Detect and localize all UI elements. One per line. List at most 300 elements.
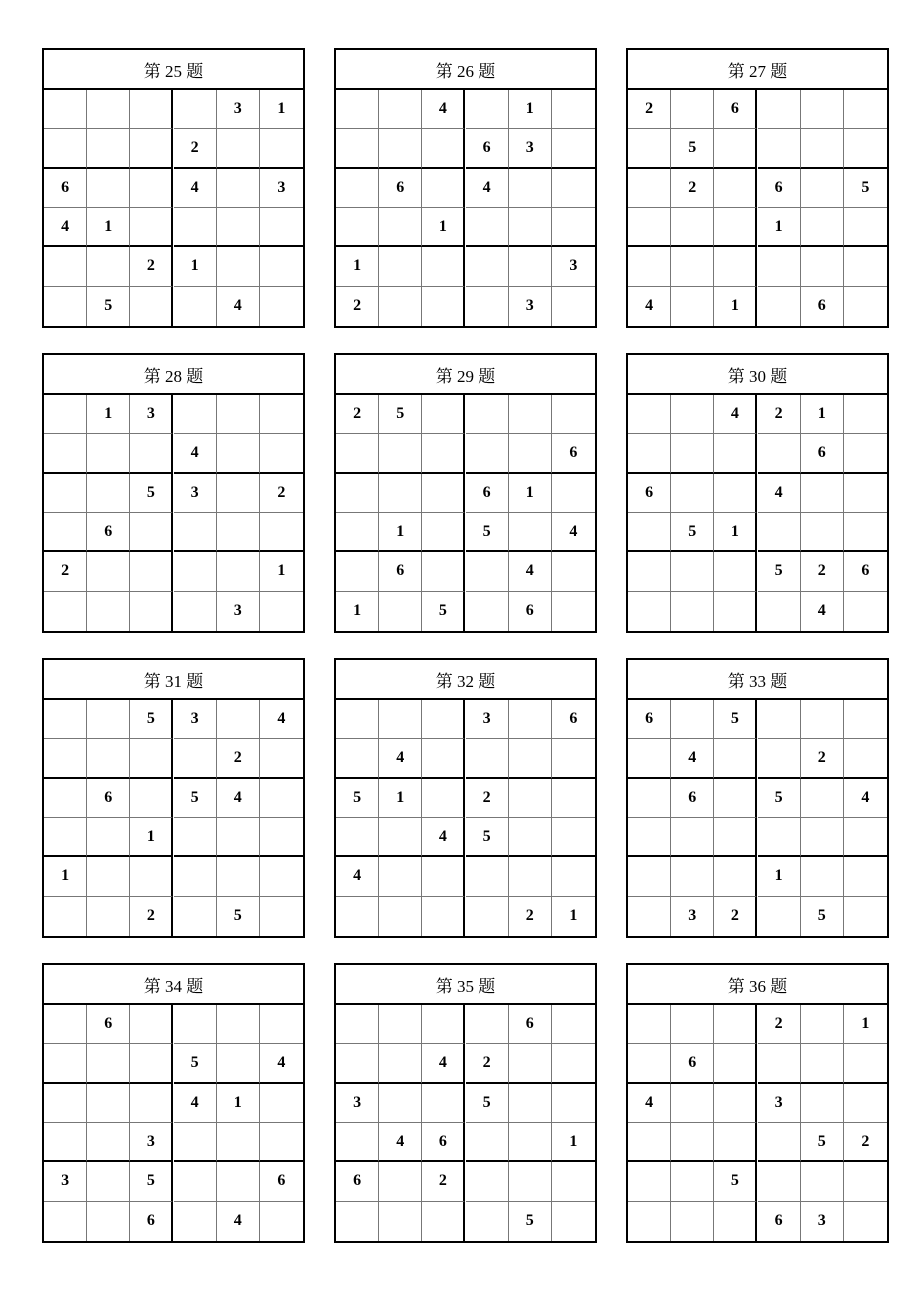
sudoku-cell xyxy=(801,818,844,857)
sudoku-cell: 3 xyxy=(174,474,217,513)
sudoku-cell xyxy=(260,1005,303,1044)
puzzle-title: 第 35 题 xyxy=(336,965,595,1005)
sudoku-cell: 5 xyxy=(130,700,173,739)
sudoku-cell xyxy=(509,247,552,286)
sudoku-board xyxy=(336,700,595,936)
sudoku-cell: 3 xyxy=(801,1202,844,1241)
sudoku-cell xyxy=(758,513,801,552)
sudoku-cell xyxy=(801,474,844,513)
sudoku-cell xyxy=(714,129,757,168)
sudoku-cell xyxy=(422,779,465,818)
sudoku-cell xyxy=(336,208,379,247)
sudoku-cell xyxy=(260,247,303,286)
sudoku-cell xyxy=(44,897,87,936)
sudoku-cell xyxy=(217,395,260,434)
sudoku-cell xyxy=(628,552,671,591)
sudoku-cell xyxy=(217,818,260,857)
sudoku-cell xyxy=(44,395,87,434)
sudoku-cell xyxy=(174,1005,217,1044)
sudoku-puzzle xyxy=(42,658,305,938)
sudoku-cell xyxy=(260,739,303,778)
sudoku-cell xyxy=(628,1162,671,1201)
sudoku-cell xyxy=(628,247,671,286)
sudoku-cell xyxy=(466,1123,509,1162)
sudoku-cell: 3 xyxy=(130,395,173,434)
sudoku-puzzle xyxy=(42,353,305,633)
sudoku-cell: 5 xyxy=(801,897,844,936)
sudoku-cell: 2 xyxy=(44,552,87,591)
sudoku-cell xyxy=(758,592,801,631)
sudoku-cell xyxy=(844,739,887,778)
sudoku-cell xyxy=(260,513,303,552)
sudoku-cell: 4 xyxy=(628,1084,671,1123)
sudoku-cell xyxy=(130,287,173,326)
sudoku-cell: 1 xyxy=(87,395,130,434)
sudoku-cell xyxy=(379,1162,422,1201)
sudoku-cell xyxy=(671,247,714,286)
sudoku-cell xyxy=(844,434,887,473)
sudoku-cell xyxy=(217,208,260,247)
sudoku-cell: 5 xyxy=(714,700,757,739)
sudoku-cell xyxy=(801,90,844,129)
sudoku-puzzle xyxy=(334,963,597,1243)
sudoku-cell xyxy=(844,395,887,434)
sudoku-cell: 3 xyxy=(217,90,260,129)
sudoku-board xyxy=(628,700,887,936)
sudoku-cell xyxy=(87,818,130,857)
puzzle-title: 第 25 题 xyxy=(44,50,303,90)
sudoku-board xyxy=(336,1005,595,1241)
sudoku-cell xyxy=(130,1005,173,1044)
puzzle-title: 第 28 题 xyxy=(44,355,303,395)
sudoku-cell xyxy=(174,1123,217,1162)
sudoku-cell xyxy=(44,700,87,739)
sudoku-cell: 4 xyxy=(714,395,757,434)
sudoku-cell xyxy=(336,1123,379,1162)
sudoku-puzzle xyxy=(626,48,889,328)
sudoku-cell: 2 xyxy=(174,129,217,168)
sudoku-cell xyxy=(217,857,260,896)
sudoku-cell xyxy=(44,1005,87,1044)
sudoku-cell: 6 xyxy=(758,1202,801,1241)
sudoku-cell: 1 xyxy=(379,513,422,552)
sudoku-cell xyxy=(758,897,801,936)
sudoku-cell: 2 xyxy=(714,897,757,936)
sudoku-cell xyxy=(130,129,173,168)
sudoku-cell: 3 xyxy=(466,700,509,739)
sudoku-cell xyxy=(509,1084,552,1123)
sudoku-cell xyxy=(422,552,465,591)
sudoku-cell xyxy=(87,592,130,631)
sudoku-cell: 4 xyxy=(422,818,465,857)
sudoku-cell: 4 xyxy=(336,857,379,896)
sudoku-cell xyxy=(422,700,465,739)
sudoku-cell: 6 xyxy=(671,1044,714,1083)
sudoku-cell xyxy=(758,1044,801,1083)
sudoku-cell: 1 xyxy=(552,1123,595,1162)
sudoku-cell: 5 xyxy=(217,897,260,936)
sudoku-cell xyxy=(801,247,844,286)
sudoku-cell xyxy=(87,169,130,208)
sudoku-cell: 3 xyxy=(174,700,217,739)
sudoku-cell xyxy=(336,1044,379,1083)
sudoku-cell xyxy=(628,779,671,818)
sudoku-cell: 6 xyxy=(801,434,844,473)
sudoku-cell xyxy=(466,1005,509,1044)
sudoku-cell: 1 xyxy=(44,857,87,896)
sudoku-cell xyxy=(801,857,844,896)
sudoku-cell xyxy=(260,779,303,818)
sudoku-cell xyxy=(130,552,173,591)
sudoku-cell: 4 xyxy=(217,1202,260,1241)
sudoku-cell: 4 xyxy=(174,434,217,473)
sudoku-board xyxy=(44,90,303,326)
sudoku-cell xyxy=(87,739,130,778)
sudoku-cell xyxy=(130,513,173,552)
sudoku-cell xyxy=(509,779,552,818)
sudoku-cell xyxy=(174,739,217,778)
sudoku-cell xyxy=(552,1044,595,1083)
sudoku-cell xyxy=(336,434,379,473)
sudoku-cell xyxy=(44,474,87,513)
sudoku-cell xyxy=(671,208,714,247)
sudoku-cell xyxy=(336,129,379,168)
sudoku-cell xyxy=(422,1005,465,1044)
sudoku-cell xyxy=(130,434,173,473)
sudoku-cell xyxy=(628,513,671,552)
sudoku-cell xyxy=(714,1044,757,1083)
sudoku-cell: 6 xyxy=(466,474,509,513)
sudoku-cell xyxy=(628,1005,671,1044)
sudoku-cell: 2 xyxy=(628,90,671,129)
sudoku-cell xyxy=(509,513,552,552)
sudoku-cell xyxy=(552,287,595,326)
sudoku-puzzle xyxy=(42,48,305,328)
sudoku-cell: 2 xyxy=(844,1123,887,1162)
sudoku-cell xyxy=(844,1044,887,1083)
sudoku-cell xyxy=(174,90,217,129)
sudoku-cell: 6 xyxy=(509,592,552,631)
sudoku-cell xyxy=(844,129,887,168)
sudoku-cell xyxy=(44,513,87,552)
sudoku-cell xyxy=(87,1123,130,1162)
sudoku-cell: 5 xyxy=(758,779,801,818)
sudoku-cell: 4 xyxy=(174,1084,217,1123)
sudoku-cell: 5 xyxy=(130,474,173,513)
sudoku-cell xyxy=(509,434,552,473)
sudoku-cell: 6 xyxy=(87,1005,130,1044)
sudoku-cell xyxy=(217,1005,260,1044)
sudoku-cell xyxy=(552,395,595,434)
sudoku-cell: 4 xyxy=(422,90,465,129)
sudoku-cell: 4 xyxy=(844,779,887,818)
sudoku-cell xyxy=(552,779,595,818)
sudoku-cell xyxy=(174,287,217,326)
sudoku-cell: 5 xyxy=(379,395,422,434)
sudoku-cell: 6 xyxy=(130,1202,173,1241)
sudoku-cell xyxy=(714,1084,757,1123)
sudoku-cell: 6 xyxy=(336,1162,379,1201)
sudoku-cell: 4 xyxy=(801,592,844,631)
sudoku-cell xyxy=(466,1202,509,1241)
sudoku-cell xyxy=(130,169,173,208)
sudoku-cell: 1 xyxy=(509,474,552,513)
sudoku-cell: 4 xyxy=(217,287,260,326)
sudoku-cell xyxy=(552,169,595,208)
sudoku-cell xyxy=(509,700,552,739)
sudoku-cell xyxy=(422,395,465,434)
sudoku-cell xyxy=(87,1044,130,1083)
sudoku-cell xyxy=(44,434,87,473)
sudoku-cell: 5 xyxy=(130,1162,173,1201)
sudoku-cell xyxy=(422,1084,465,1123)
sudoku-cell xyxy=(801,513,844,552)
sudoku-cell xyxy=(379,592,422,631)
sudoku-cell xyxy=(714,247,757,286)
sudoku-cell xyxy=(379,897,422,936)
sudoku-cell: 1 xyxy=(714,287,757,326)
sudoku-cell xyxy=(422,513,465,552)
sudoku-cell: 2 xyxy=(260,474,303,513)
sudoku-board xyxy=(44,1005,303,1241)
sudoku-cell xyxy=(336,739,379,778)
sudoku-cell: 6 xyxy=(628,700,671,739)
sudoku-cell: 4 xyxy=(509,552,552,591)
sudoku-board xyxy=(628,90,887,326)
sudoku-cell xyxy=(336,1005,379,1044)
sudoku-cell xyxy=(379,287,422,326)
sudoku-cell xyxy=(260,287,303,326)
sudoku-cell xyxy=(466,857,509,896)
sudoku-cell: 1 xyxy=(714,513,757,552)
sudoku-cell: 4 xyxy=(44,208,87,247)
sudoku-board xyxy=(336,90,595,326)
sudoku-cell xyxy=(801,1005,844,1044)
sudoku-cell: 6 xyxy=(422,1123,465,1162)
sudoku-cell xyxy=(336,90,379,129)
sudoku-cell xyxy=(87,1084,130,1123)
sudoku-board xyxy=(336,395,595,631)
sudoku-cell: 3 xyxy=(509,287,552,326)
sudoku-cell: 4 xyxy=(552,513,595,552)
sudoku-cell xyxy=(758,434,801,473)
sudoku-cell xyxy=(844,287,887,326)
sudoku-cell xyxy=(552,1202,595,1241)
sudoku-cell xyxy=(44,1044,87,1083)
sudoku-cell: 2 xyxy=(671,169,714,208)
sudoku-puzzle xyxy=(334,353,597,633)
sudoku-puzzle xyxy=(42,963,305,1243)
sudoku-cell: 6 xyxy=(509,1005,552,1044)
sudoku-cell xyxy=(466,552,509,591)
sudoku-cell xyxy=(758,247,801,286)
sudoku-cell xyxy=(44,129,87,168)
sudoku-cell xyxy=(174,592,217,631)
sudoku-cell xyxy=(714,739,757,778)
sudoku-cell xyxy=(801,779,844,818)
sudoku-cell: 5 xyxy=(174,1044,217,1083)
sudoku-cell xyxy=(552,552,595,591)
sudoku-cell xyxy=(758,818,801,857)
sudoku-cell xyxy=(466,90,509,129)
sudoku-cell xyxy=(844,247,887,286)
sudoku-cell xyxy=(422,247,465,286)
sudoku-cell xyxy=(714,552,757,591)
sudoku-cell xyxy=(336,1202,379,1241)
sudoku-cell xyxy=(379,857,422,896)
sudoku-cell: 5 xyxy=(801,1123,844,1162)
sudoku-cell xyxy=(671,395,714,434)
sudoku-cell: 5 xyxy=(758,552,801,591)
sudoku-cell xyxy=(801,1044,844,1083)
puzzle-title: 第 26 题 xyxy=(336,50,595,90)
sudoku-cell xyxy=(87,434,130,473)
sudoku-cell: 5 xyxy=(509,1202,552,1241)
sudoku-cell xyxy=(801,700,844,739)
sudoku-cell: 1 xyxy=(130,818,173,857)
sudoku-cell xyxy=(671,1005,714,1044)
sudoku-cell xyxy=(422,897,465,936)
sudoku-cell xyxy=(758,1162,801,1201)
sudoku-cell: 1 xyxy=(422,208,465,247)
sudoku-cell xyxy=(509,857,552,896)
sudoku-cell xyxy=(628,169,671,208)
sudoku-cell xyxy=(552,857,595,896)
sudoku-cell: 2 xyxy=(466,779,509,818)
sudoku-cell xyxy=(44,90,87,129)
sudoku-cell xyxy=(260,129,303,168)
sudoku-cell: 3 xyxy=(260,169,303,208)
sudoku-cell: 6 xyxy=(714,90,757,129)
sudoku-cell xyxy=(714,1123,757,1162)
sudoku-cell xyxy=(422,474,465,513)
sudoku-cell xyxy=(714,474,757,513)
sudoku-cell: 6 xyxy=(671,779,714,818)
puzzle-title: 第 27 题 xyxy=(628,50,887,90)
sudoku-cell xyxy=(379,247,422,286)
sudoku-cell: 2 xyxy=(758,1005,801,1044)
sudoku-cell xyxy=(844,592,887,631)
sudoku-cell xyxy=(422,287,465,326)
sudoku-cell xyxy=(628,208,671,247)
sudoku-cell: 4 xyxy=(422,1044,465,1083)
sudoku-cell xyxy=(130,1084,173,1123)
sudoku-cell xyxy=(174,1202,217,1241)
sudoku-cell xyxy=(44,779,87,818)
sudoku-cell xyxy=(217,552,260,591)
sudoku-cell: 6 xyxy=(801,287,844,326)
sudoku-cell xyxy=(671,1123,714,1162)
sudoku-cell xyxy=(801,208,844,247)
sudoku-cell xyxy=(174,395,217,434)
sudoku-cell xyxy=(801,1162,844,1201)
sudoku-cell xyxy=(260,857,303,896)
sudoku-board xyxy=(628,1005,887,1241)
sudoku-cell: 1 xyxy=(217,1084,260,1123)
sudoku-cell xyxy=(87,552,130,591)
sudoku-cell: 1 xyxy=(260,90,303,129)
sudoku-cell xyxy=(87,1162,130,1201)
sudoku-cell xyxy=(628,857,671,896)
sudoku-board xyxy=(628,395,887,631)
sudoku-cell: 3 xyxy=(671,897,714,936)
sudoku-cell: 3 xyxy=(758,1084,801,1123)
sudoku-cell xyxy=(174,897,217,936)
sudoku-cell: 5 xyxy=(466,513,509,552)
sudoku-cell xyxy=(671,1202,714,1241)
sudoku-cell xyxy=(844,208,887,247)
sudoku-cell: 1 xyxy=(509,90,552,129)
sudoku-puzzle xyxy=(626,963,889,1243)
sudoku-cell xyxy=(552,592,595,631)
sudoku-cell xyxy=(44,1202,87,1241)
puzzle-title: 第 30 题 xyxy=(628,355,887,395)
sudoku-cell xyxy=(714,818,757,857)
sudoku-cell xyxy=(714,434,757,473)
sudoku-cell xyxy=(217,474,260,513)
sudoku-puzzle xyxy=(334,48,597,328)
sudoku-cell xyxy=(844,90,887,129)
sudoku-cell: 5 xyxy=(671,513,714,552)
sudoku-puzzle xyxy=(626,353,889,633)
sudoku-cell xyxy=(628,818,671,857)
sudoku-cell: 6 xyxy=(379,552,422,591)
sudoku-cell xyxy=(422,129,465,168)
sudoku-cell xyxy=(671,818,714,857)
sudoku-cell xyxy=(379,1044,422,1083)
sudoku-cell xyxy=(628,395,671,434)
sudoku-cell xyxy=(552,90,595,129)
sudoku-cell xyxy=(379,1005,422,1044)
sudoku-cell: 6 xyxy=(844,552,887,591)
sudoku-cell xyxy=(844,1162,887,1201)
sudoku-cell: 5 xyxy=(466,818,509,857)
sudoku-cell xyxy=(714,169,757,208)
sudoku-cell: 3 xyxy=(130,1123,173,1162)
sudoku-cell: 2 xyxy=(758,395,801,434)
sudoku-cell xyxy=(671,552,714,591)
sudoku-cell xyxy=(130,857,173,896)
sudoku-cell: 3 xyxy=(217,592,260,631)
sudoku-cell xyxy=(758,700,801,739)
sudoku-cell xyxy=(336,169,379,208)
sudoku-cell xyxy=(174,513,217,552)
puzzle-title: 第 31 题 xyxy=(44,660,303,700)
sudoku-cell xyxy=(628,1044,671,1083)
sudoku-cell xyxy=(844,818,887,857)
sudoku-cell xyxy=(379,208,422,247)
sudoku-cell xyxy=(87,897,130,936)
sudoku-cell xyxy=(844,700,887,739)
sudoku-cell xyxy=(671,1162,714,1201)
sudoku-cell xyxy=(379,1084,422,1123)
sudoku-cell: 6 xyxy=(260,1162,303,1201)
sudoku-cell xyxy=(260,208,303,247)
sudoku-cell: 5 xyxy=(466,1084,509,1123)
sudoku-cell: 6 xyxy=(379,169,422,208)
sudoku-cell xyxy=(217,247,260,286)
sudoku-cell: 6 xyxy=(466,129,509,168)
sudoku-cell xyxy=(260,1202,303,1241)
sudoku-cell xyxy=(714,779,757,818)
sudoku-cell xyxy=(87,247,130,286)
sudoku-cell xyxy=(422,739,465,778)
sudoku-cell xyxy=(87,90,130,129)
sudoku-cell xyxy=(260,1123,303,1162)
sudoku-cell xyxy=(628,739,671,778)
sudoku-cell xyxy=(758,739,801,778)
sudoku-cell xyxy=(509,739,552,778)
